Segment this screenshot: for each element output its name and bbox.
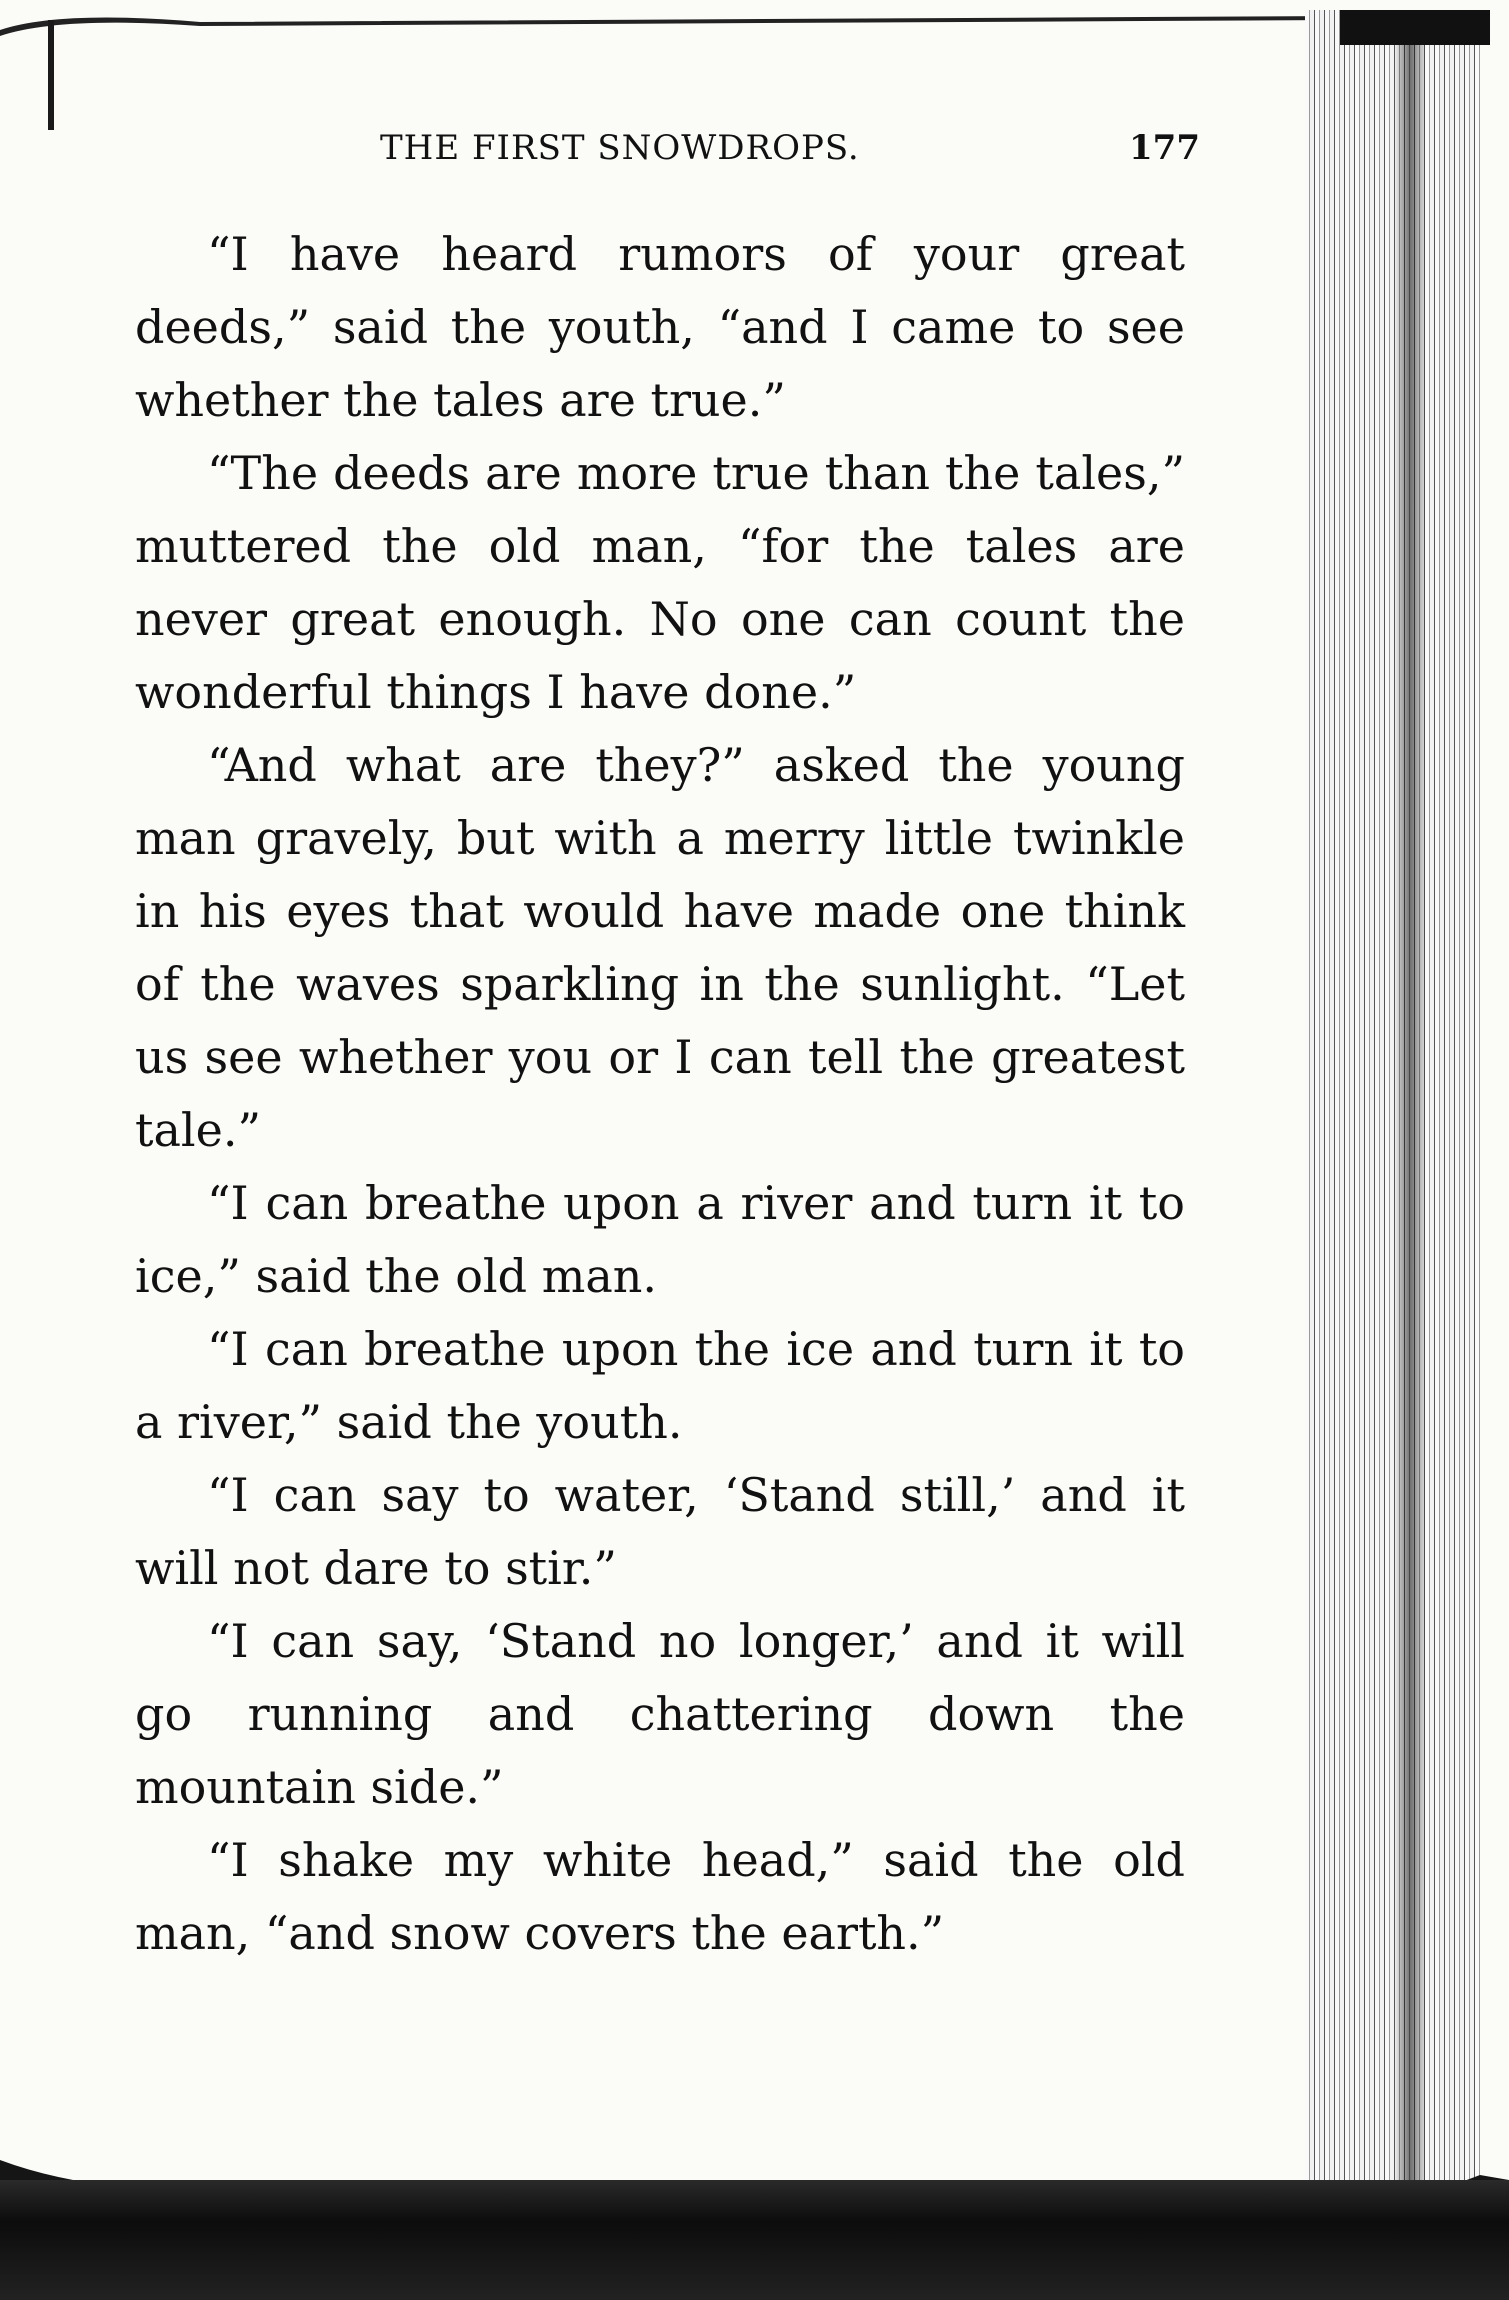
- paragraph: “And what are they?” asked the young man gravely, but with a merry little twinkle in his eyes that would have made one think of the waves sparkling in the sunlight. “Let us see whether you or I can tell the greatest tale.”: [135, 738, 1185, 1157]
- page-block-edges: [1305, 10, 1480, 2200]
- page-corner-shadow: [1340, 10, 1490, 45]
- running-title: THE FIRST SNOWDROPS.: [380, 128, 860, 168]
- page-top-edge: [0, 0, 1509, 40]
- paragraph: “I can breathe upon the ice and turn it to a river,” said the youth.: [135, 1322, 1185, 1449]
- paragraph: “The deeds are more true than the tales,” muttered the old man, “for the tales are never great enough. No one can count the wonderful things I have done.”: [135, 446, 1185, 719]
- paragraph: “I have heard rumors of your great deeds,” said the youth, “and I came to see whether the tales are true.”: [135, 227, 1185, 427]
- paragraph: “I can breathe upon a river and turn it to ice,” said the old man.: [135, 1176, 1185, 1303]
- paragraph: “I shake my white head,” said the old man, “and snow covers the earth.”: [135, 1833, 1185, 1960]
- page-bottom-shadow: [0, 2180, 1509, 2300]
- body-text: [135, 218, 1185, 1970]
- page-left-edge: [48, 20, 54, 130]
- paragraph: “I can say, ‘Stand no longer,’ and it will go running and chattering down the mountain side.”: [135, 1614, 1185, 1814]
- page-gutter-shadow: [1395, 10, 1425, 2200]
- page-header: [380, 128, 1200, 178]
- page-number: 177: [1129, 128, 1200, 168]
- paragraph: “I can say to water, ‘Stand still,’ and it will not dare to stir.”: [135, 1468, 1185, 1595]
